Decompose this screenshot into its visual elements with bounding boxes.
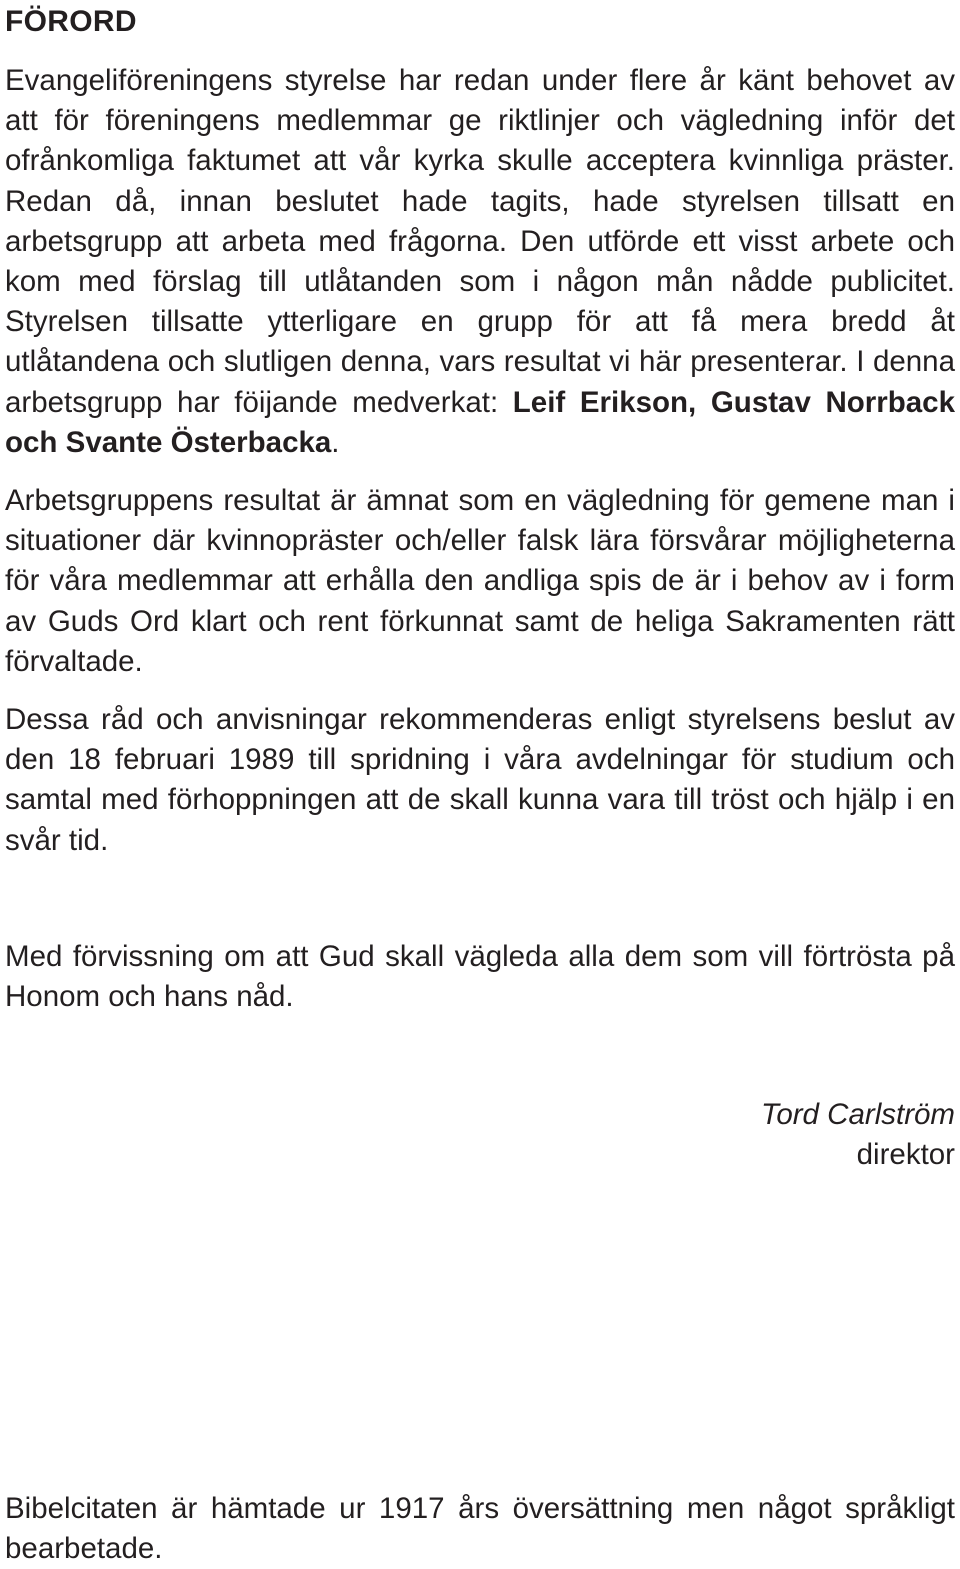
footnote: Bibelcitaten är hämtade ur 1917 års översättning men något språkligt bearbetade.	[5, 1492, 955, 1566]
signature-name: Tord Carlström	[761, 1098, 955, 1131]
page-title: FÖRORD	[5, 5, 137, 38]
paragraph-recommendation: Dessa råd och anvisningar rekommenderas enligt styrelsens beslut av den 18 februari 1989 till spridning i våra avdelningar för studium och samtal med förhoppningen att de skall kunna vara till tröst och hjälp i en svår tid.	[5, 703, 955, 857]
paragraph-intro-text: Evangeliföreningens styrelse har redan under flere år känt behovet av att för föreningens medlemmar ge riktlinjer och vägledning inför det ofrånkomliga faktumet att vår kyrka skulle acceptera kvinnliga präster. Redan då, innan beslutet hade tagits, hade styrelsen tillsatt en arbetsgrupp att arbeta med frågorna. Den utförde ett visst arbete och kom med förslag till utlåtanden som i någon mån nådde publicitet. Styrelsen tillsatte ytterligare en grupp för att få mera bredd åt utlåtandena och slutligen denna, vars resultat vi här presenterar. I denna arbetsgrupp har föijande medverkat:	[5, 64, 955, 419]
signature-block	[761, 1095, 955, 1175]
document-page	[5, 0, 955, 1569]
paragraph-intro-end: .	[331, 425, 340, 459]
paragraph-intro	[5, 61, 955, 463]
paragraph-closing: Med förvissning om att Gud skall vägleda alla dem som vill förtrösta på Honom och hans nåd.	[5, 940, 955, 1014]
working-group-names: Leif Erikson, Gustav Norrback och Svante Österbacka	[5, 385, 955, 459]
signature-title: direktor	[856, 1138, 955, 1171]
paragraph-purpose: Arbetsgruppens resultat är ämnat som en vägledning för gemene man i situationer där kvinnopräster och/eller falsk lära försvårar möjligheterna för våra medlemmar att erhålla den andliga spis de är i behov av i form av Guds Ord klart och rent förkunnat samt de heliga Sakramenten rätt förvaltade.	[5, 484, 955, 678]
